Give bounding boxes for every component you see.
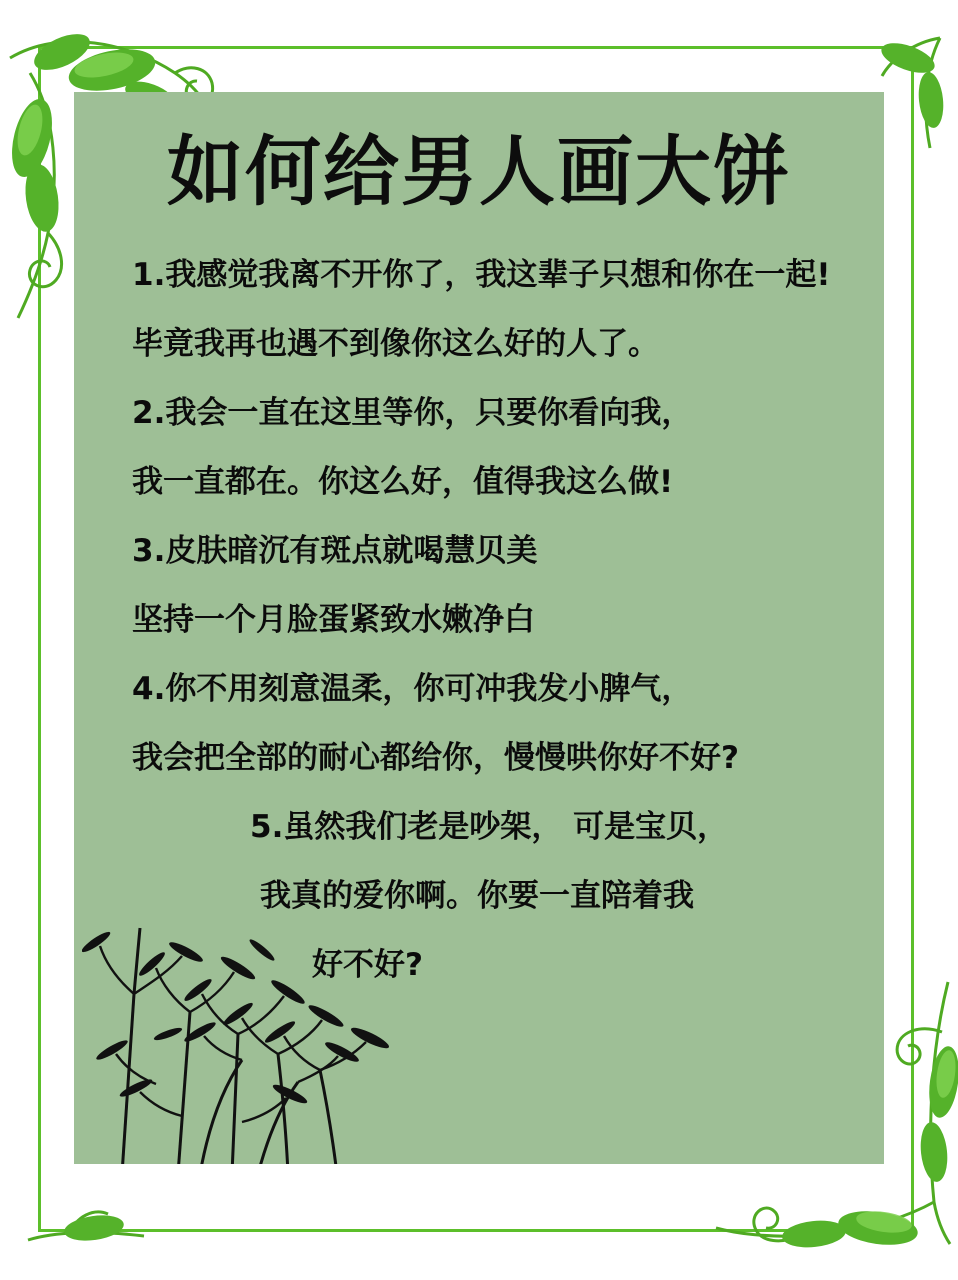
body-line: 我会把全部的耐心都给你，慢慢哄你好不好? (132, 739, 739, 776)
body-line: 3.皮肤暗沉有斑点就喝慧贝美 (132, 532, 538, 569)
body-line: 毕竟我再也遇不到像你这么好的人了。 (132, 325, 659, 362)
body-line: 1.我感觉我离不开你了，我这辈子只想和你在一起! (132, 256, 831, 293)
body-line: 我真的爱你啊。你要一直陪着我 (260, 877, 694, 914)
page-title: 如何给男人画大饼 (167, 127, 791, 216)
content-card (74, 92, 884, 1164)
body-line: 坚持一个月脸蛋紧致水嫩净白 (132, 601, 535, 638)
body-line: 我一直都在。你这么好，值得我这么做! (132, 463, 674, 500)
body-line: 5.虽然我们老是吵架， 可是宝贝， (250, 808, 729, 845)
body-line: 好不好? (312, 946, 423, 983)
body-line: 2.我会一直在这里等你，只要你看向我， (132, 394, 693, 431)
body-line: 4.你不用刻意温柔，你可冲我发小脾气， (132, 670, 693, 707)
text-body (74, 256, 884, 983)
